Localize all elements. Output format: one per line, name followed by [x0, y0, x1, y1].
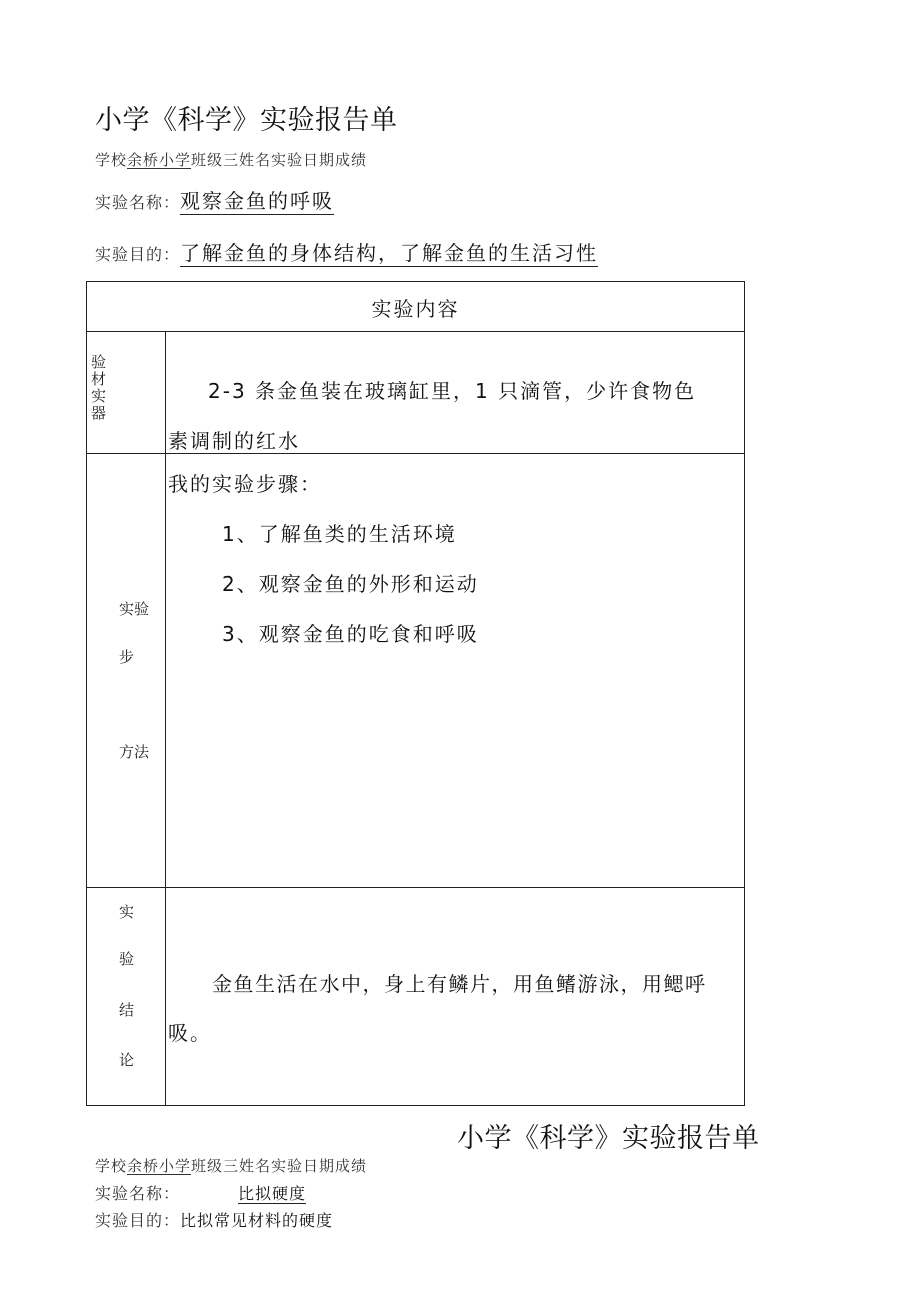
equipment-label: 验 材 实 器 — [91, 353, 107, 422]
experiment-name-row — [95, 185, 334, 214]
experiment-purpose-row — [95, 237, 598, 266]
experiment-name-value-2: 比拟硬度 — [238, 1184, 307, 1203]
school-label-2: 学校 — [95, 1157, 128, 1175]
report-title-2: 小学《科学》实验报告单 — [457, 1123, 760, 1154]
conclusion-label-2: 验 — [119, 950, 135, 968]
experiment-purpose-label: 实验目的： — [95, 245, 181, 264]
experiment-name-label-2: 实验名称： — [95, 1184, 181, 1203]
equipment-text-line1: 2-3 条金鱼装在玻璃缸里，1 只滴管，少许食物色 — [208, 379, 697, 403]
experiment-name-label: 实验名称： — [95, 193, 181, 212]
steps-label-a: 实验 — [119, 600, 150, 618]
experiment-purpose-value: 了解金鱼的身体结构，了解金鱼的生活习性 — [180, 241, 599, 265]
school-value: 余桥小学 — [127, 151, 192, 169]
meta-fields-2: 班级三姓名实验日期成绩 — [191, 1157, 368, 1175]
column-divider — [165, 331, 166, 1105]
equipment-text-line2: 素调制的红水 — [168, 429, 300, 453]
step-item: 1、了解鱼类的生活环境 — [222, 522, 457, 546]
conclusion-text-line1: 金鱼生活在水中，身上有鳞片，用鱼鳍游泳，用鳃呼 — [212, 972, 707, 996]
school-label: 学校 — [95, 151, 128, 169]
experiment-purpose-label-2: 实验目的： — [95, 1211, 181, 1230]
step-item: 3、观察金鱼的吃食和呼吸 — [222, 622, 479, 646]
report-title: 小学《科学》实验报告单 — [95, 105, 398, 136]
school-value-2: 余桥小学 — [127, 1157, 192, 1175]
meta-fields: 班级三姓名实验日期成绩 — [191, 151, 368, 169]
experiment-purpose-row-2 — [95, 1208, 333, 1231]
experiment-name-row-2 — [95, 1181, 306, 1204]
conclusion-text-line2: 吸。 — [168, 1021, 212, 1045]
steps-intro: 我的实验步骤： — [168, 472, 322, 496]
experiment-name-value: 观察金鱼的呼吸 — [180, 189, 335, 213]
row-divider — [87, 887, 744, 888]
report-meta-line — [95, 149, 367, 170]
experiment-table — [86, 281, 745, 1106]
step-item: 2、观察金鱼的外形和运动 — [222, 572, 479, 596]
steps-label-b: 步 — [119, 648, 135, 666]
conclusion-label-1: 实 — [119, 903, 135, 921]
experiment-purpose-value-2: 比拟常见材料的硬度 — [180, 1211, 334, 1230]
report-meta-line-2 — [95, 1155, 367, 1176]
table-header: 实验内容 — [371, 296, 460, 321]
row-divider — [87, 331, 744, 332]
conclusion-label-4: 论 — [119, 1051, 135, 1069]
steps-label-c: 方法 — [119, 743, 150, 761]
conclusion-label-3: 结 — [119, 1001, 135, 1019]
